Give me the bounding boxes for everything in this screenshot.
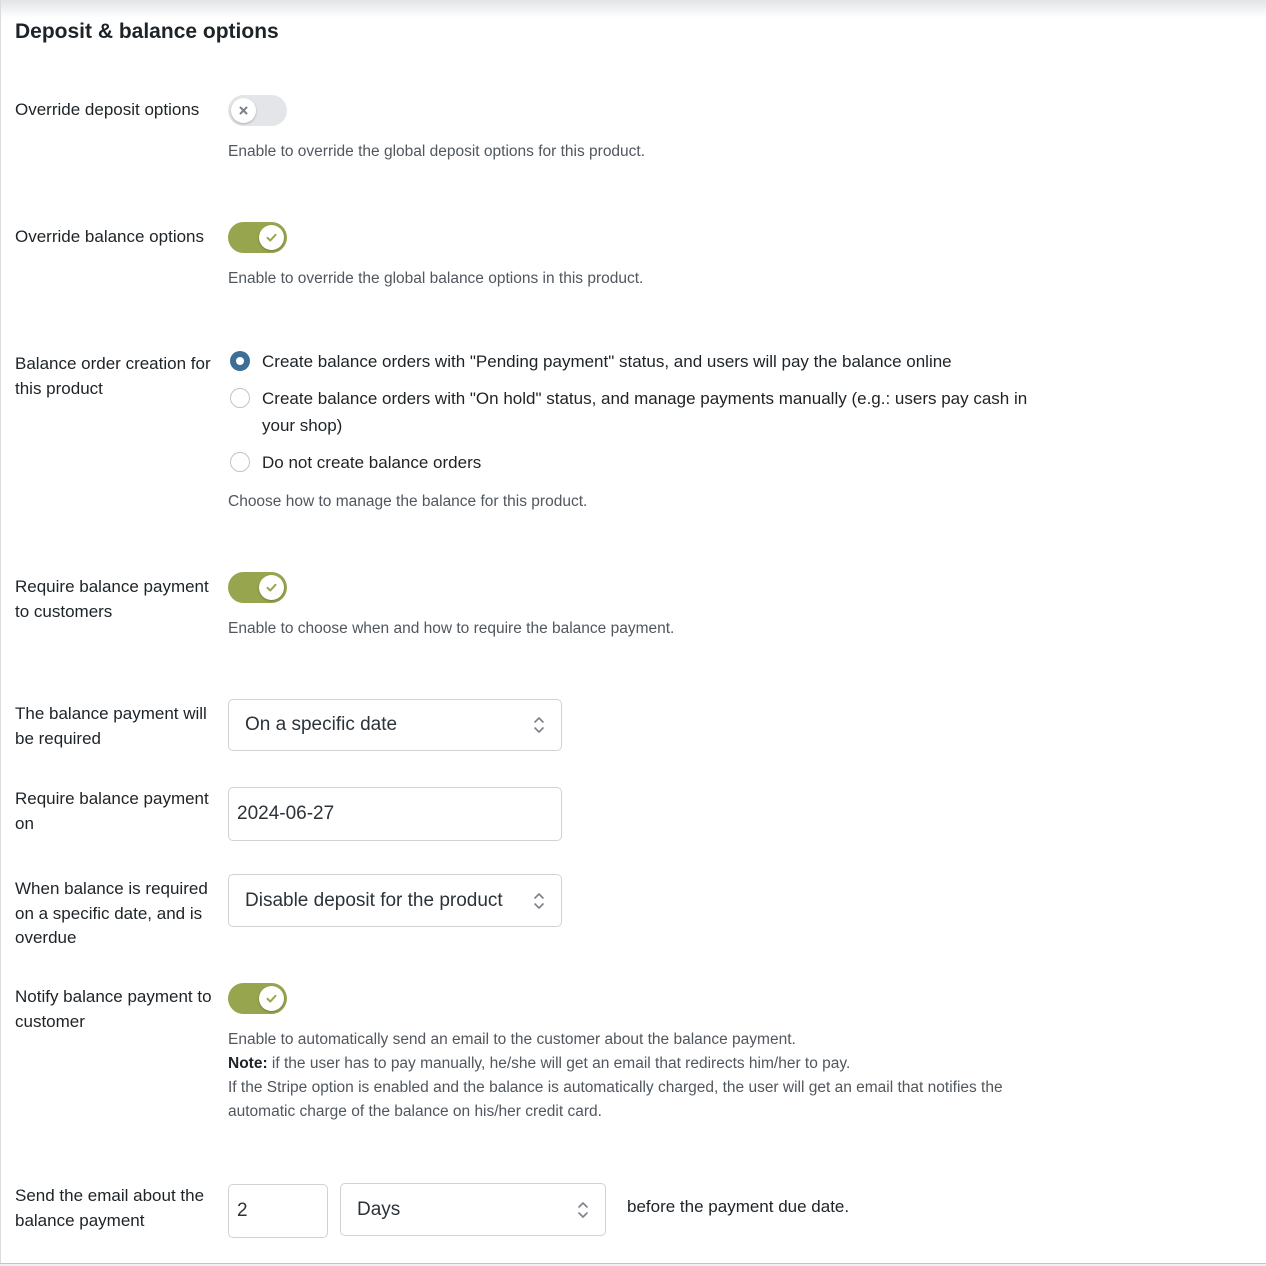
toggle-knob [231,98,256,123]
notify-note-line [228,1052,1028,1076]
balance-order-option-none[interactable] [228,449,1028,476]
x-icon [237,104,250,117]
check-icon [265,992,278,1005]
require-balance-payment-label: Require balance payment to customers [15,577,209,621]
balance-order-option-pending[interactable] [228,348,1028,375]
notify-balance-payment-toggle[interactable] [228,983,287,1014]
balance-required-when-select[interactable] [228,699,562,751]
send-email-unit-select[interactable] [340,1183,606,1236]
select-value: Disable deposit for the product [245,889,503,911]
toggle-knob [259,986,284,1011]
notify-balance-payment-description [228,1028,1028,1124]
balance-order-creation-description: Choose how to manage the balance for this product. [228,493,588,510]
notify-description-line: Enable to automatically send an email to the customer about the balance payment. [228,1031,796,1048]
input-value: 2 [237,1200,248,1221]
overdue-behavior-select[interactable] [228,874,562,927]
radio-label: Create balance orders with "Pending payment" status, and users will pay the balance online [262,352,952,371]
note-text: if the user has to pay manually, he/she will get an email that redirects him/her to pay. [267,1055,851,1072]
input-value: 2024-06-27 [237,803,335,824]
notify-balance-payment-label: Notify balance payment to customer [15,987,212,1031]
override-balance-label: Override balance options [15,227,205,246]
radio-button[interactable] [230,351,250,371]
radio-button[interactable] [230,388,250,408]
check-icon [265,581,278,594]
chevron-up-down-icon [577,1200,589,1220]
balance-required-when-label: The balance payment will be required [15,704,207,748]
require-payment-on-date-input[interactable] [228,787,562,841]
require-balance-payment-description: Enable to choose when and how to require the balance payment. [228,620,675,637]
chevron-up-down-icon [533,715,545,735]
balance-order-creation-label: Balance order creation for this product [15,354,211,398]
send-email-label: Send the email about the balance payment [15,1186,205,1230]
toggle-knob [259,225,284,250]
select-value: On a specific date [245,714,398,735]
radio-label: Do not create balance orders [262,453,482,472]
select-value: Days [357,1198,401,1220]
radio-button[interactable] [230,452,250,472]
top-shadow [0,0,1266,18]
toggle-knob [259,575,284,600]
override-deposit-description: Enable to override the global deposit options for this product. [228,143,646,160]
chevron-up-down-icon [533,891,545,911]
override-deposit-label: Override deposit options [15,100,200,119]
section-title: Deposit & balance options [15,20,279,43]
require-payment-on-label: Require balance payment on [15,789,209,833]
override-deposit-toggle[interactable] [228,95,287,126]
panel-left-border [0,0,1,1266]
override-balance-description: Enable to override the global balance options in this product. [228,270,644,287]
send-email-suffix: before the payment due date. [627,1197,850,1216]
radio-label: Create balance orders with "On hold" status, and manage payments manually (e.g.: users pay cash in your shop) [262,389,1028,435]
require-balance-payment-toggle[interactable] [228,572,287,603]
send-email-amount-input[interactable] [228,1184,328,1238]
override-balance-toggle[interactable] [228,222,287,253]
check-icon [265,231,278,244]
overdue-behavior-label: When balance is required on a specific date, and is overdue [15,879,208,947]
note-prefix: Note: [228,1055,268,1072]
balance-order-option-on-hold[interactable] [228,385,1028,439]
notify-stripe-line: If the Stripe option is enabled and the balance is automatically charged, the user will get an email that notifies the automatic charge of the balance on his/her credit card. [228,1079,1003,1120]
